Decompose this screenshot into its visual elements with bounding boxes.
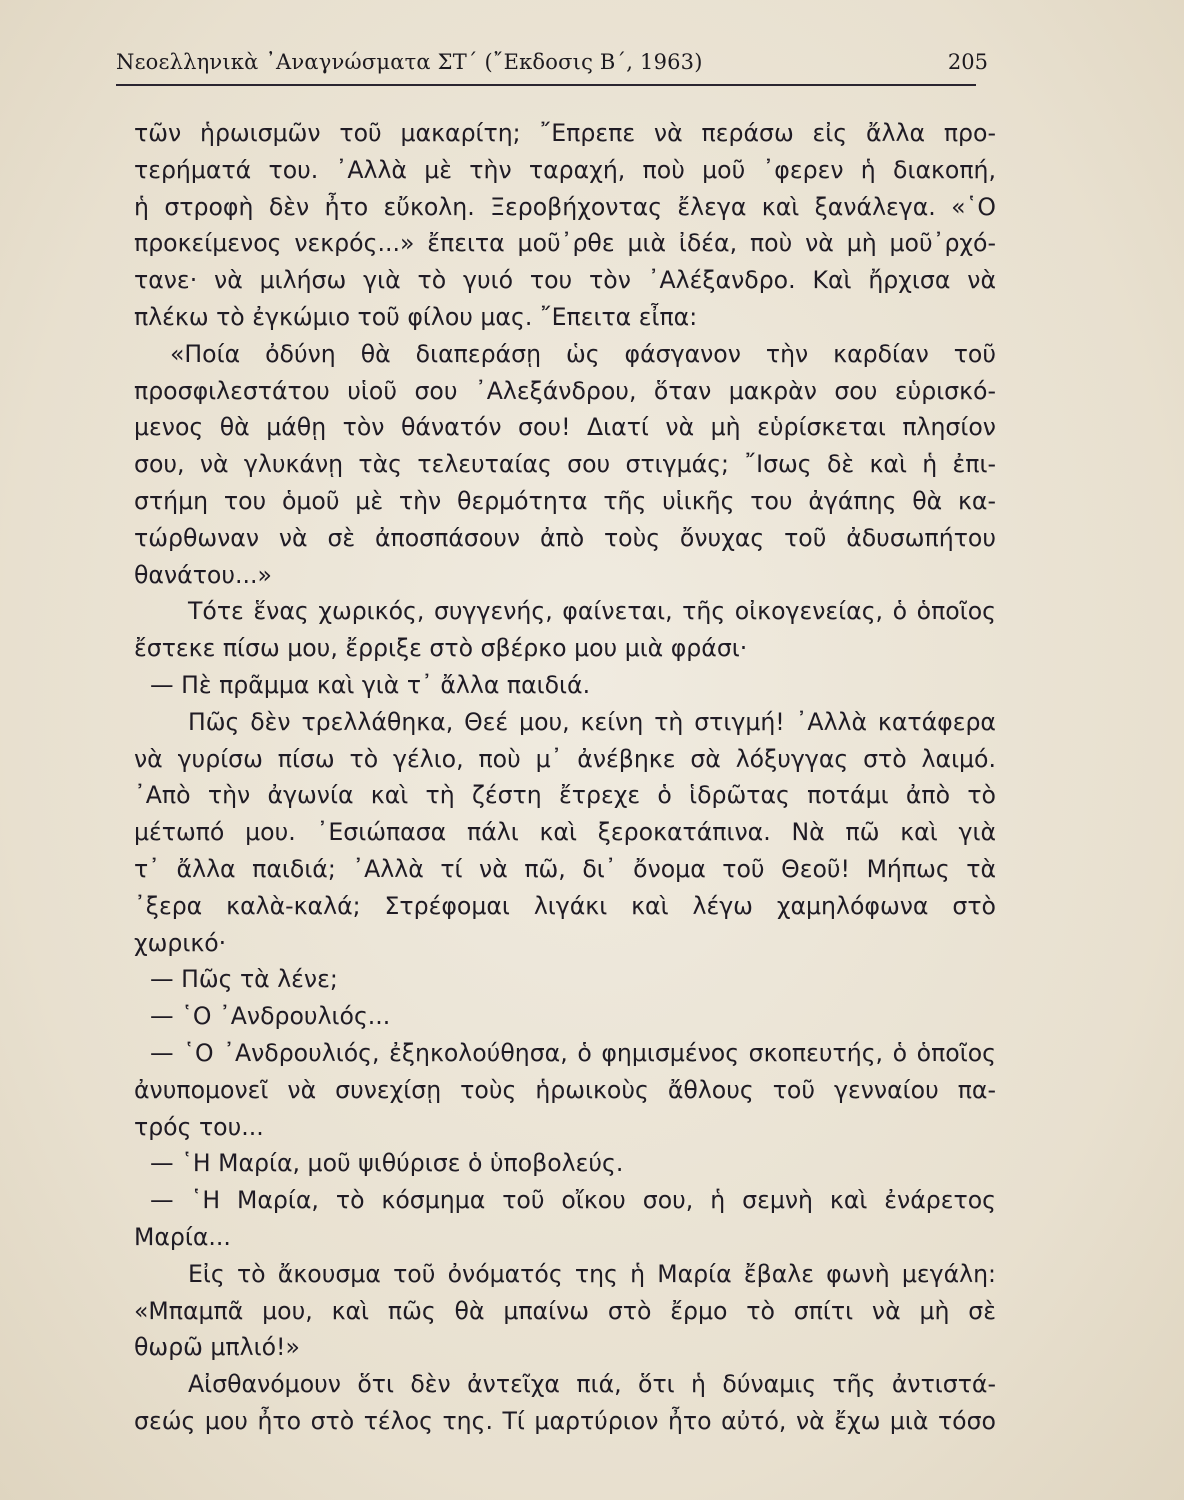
- text-line: — ῾Η Μαρία, μοῦ ψιθύρισε ὁ ὑποβολεύς.: [150, 1149, 624, 1178]
- text-line: χωρικό·: [134, 928, 227, 957]
- text-line: «Ποία ὀδύνη θὰ διαπεράσῃ ὡς φάσγανον τὴν καρδίαν τοῦ: [170, 339, 996, 368]
- text-line: τῶν ἡρωισμῶν τοῦ μακαρίτη; ῎Επρεπε νὰ περάσω εἰς ἄλλα προ-: [134, 119, 996, 147]
- text-line: θανάτου...»: [134, 560, 272, 589]
- text-line: ᾿Απὸ τὴν ἀγωνία καὶ τὴ ζέστη ἔτρεχε ὁ ἱδρῶτας ποτάμι ἀπὸ τὸ: [134, 781, 996, 810]
- text-line: μέτωπό μου. ᾿Εσιώπασα πάλι καὶ ξεροκατάπινα. Νὰ πῶ καὶ γιὰ: [134, 818, 996, 847]
- text-line: προσφιλεστάτου υἱοῦ σου ᾿Αλεξάνδρου, ὅταν μακρὰν σου εὑρισκό-: [134, 376, 996, 405]
- text-line: — ῾Ο ᾿Ανδρουλιός, ἐξηκολούθησα, ὁ φημισμένος σκοπευτής, ὁ ὁποῖος: [150, 1038, 996, 1067]
- header-title: Νεοελληνικὰ ᾿Αναγνώσματα ΣΤ΄ (῎Εκδοσις Β΄, 1963): [116, 50, 703, 74]
- text-line: — ῾Η Μαρία, τὸ κόσμημα τοῦ οἴκου σου, ἡ σεμνὴ καὶ ἐνάρετος: [150, 1186, 996, 1215]
- text-line: ἡ στροφὴ δὲν ἦτο εὔκολη. Ξεροβήχοντας ἔλεγα καὶ ξανάλεγα. «῾Ο: [134, 192, 996, 221]
- text-line: «Μπαμπᾶ μου, καὶ πῶς θὰ μπαίνω στὸ ἔρμο τὸ σπίτι νὰ μὴ σὲ: [134, 1296, 996, 1325]
- page-number: 205: [947, 50, 988, 74]
- text-line: σεώς μου ἦτο στὸ τέλος της. Τί μαρτύριον ἦτο αὐτό, νὰ ἔχω μιὰ τόσο: [134, 1406, 996, 1435]
- text-line: — Πὲ πρᾶμμα καὶ γιὰ τ᾿ ἄλλα παιδιά.: [150, 670, 591, 699]
- text-line: τ᾿ ἄλλα παιδιά; ᾿Αλλὰ τί νὰ πῶ, δι᾿ ὄνομα τοῦ Θεοῦ! Μήπως τὰ: [134, 854, 996, 883]
- text-line: ἔστεκε πίσω μου, ἔρριξε στὸ σβέρκο μου μιὰ φράσι·: [134, 634, 748, 663]
- text-line: ἀνυπομονεῖ νὰ συνεχίσῃ τοὺς ἡρωικοὺς ἄθλους τοῦ γενναίου πα-: [134, 1075, 996, 1104]
- text-line: τώρθωναν νὰ σὲ ἀποσπάσουν ἀπὸ τοὺς ὄνυχας τοῦ ἀδυσωπήτου: [134, 523, 996, 552]
- text-line: Εἰς τὸ ἄκουσμα τοῦ ὀνόματός της ἡ Μαρία ἔβαλε φωνὴ μεγάλη:: [188, 1259, 996, 1288]
- text-line: πλέκω τὸ ἐγκώμιο τοῦ φίλου μας. ῎Επειτα εἶπα:: [134, 302, 698, 331]
- header-rule: [116, 84, 976, 86]
- text-line: προκείμενος νεκρός...» ἔπειτα μοῦ᾿ρθε μιὰ ἰδέα, ποὺ νὰ μὴ μοῦ᾿ρχό-: [134, 229, 996, 258]
- text-line: μενος θὰ μάθῃ τὸν θάνατόν σου! Διατί νὰ μὴ εὑρίσκεται πλησίον: [134, 413, 996, 442]
- text-line: νὰ γυρίσω πίσω τὸ γέλιο, ποὺ μ᾿ ἀνέβηκε σὰ λόξυγγας στὸ λαιμό.: [134, 744, 996, 773]
- text-line: Αἰσθανόμουν ὅτι δὲν ἀντεῖχα πιά, ὅτι ἡ δύναμις τῆς ἀντιστά-: [188, 1370, 996, 1399]
- text-line: τερήματά του. ᾿Αλλὰ μὲ τὴν ταραχή, ποὺ μοῦ ᾿φερεν ἡ διακοπή,: [134, 155, 996, 184]
- text-line: τανε· νὰ μιλήσω γιὰ τὸ γυιό του τὸν ᾿Αλέξανδρο. Καὶ ἤρχισα νὰ: [134, 266, 996, 295]
- text-line: θωρῶ μπλιό!»: [134, 1333, 300, 1362]
- text-line: ᾿ξερα καλὰ-καλά; Στρέφομαι λιγάκι καὶ λέγω χαμηλόφωνα στὸ: [134, 891, 996, 920]
- text-line: στήμη του ὁμοῦ μὲ τὴν θερμότητα τῆς υἱικῆς του ἀγάπης θὰ κα-: [134, 486, 996, 515]
- text-line: Πῶς δὲν τρελλάθηκα, Θεέ μου, κείνη τὴ στιγμή! ᾿Αλλὰ κατάφερα: [188, 707, 996, 736]
- text-line: Τότε ἕνας χωρικός, συγγενής, φαίνεται, τῆς οἰκογενείας, ὁ ὁποῖος: [188, 597, 996, 626]
- text-line: Μαρία...: [134, 1222, 231, 1251]
- text-line: — Πῶς τὰ λένε;: [150, 965, 338, 994]
- text-line: — ῾Ο ᾿Ανδρουλιός...: [150, 1002, 391, 1031]
- running-header: [116, 46, 988, 82]
- text-line: σου, νὰ γλυκάνῃ τὰς τελευταίας σου στιγμάς; ῎Ισως δὲ καὶ ἡ ἐπι-: [134, 450, 996, 479]
- text-line: τρός του...: [134, 1112, 264, 1141]
- body-text: [134, 115, 996, 1440]
